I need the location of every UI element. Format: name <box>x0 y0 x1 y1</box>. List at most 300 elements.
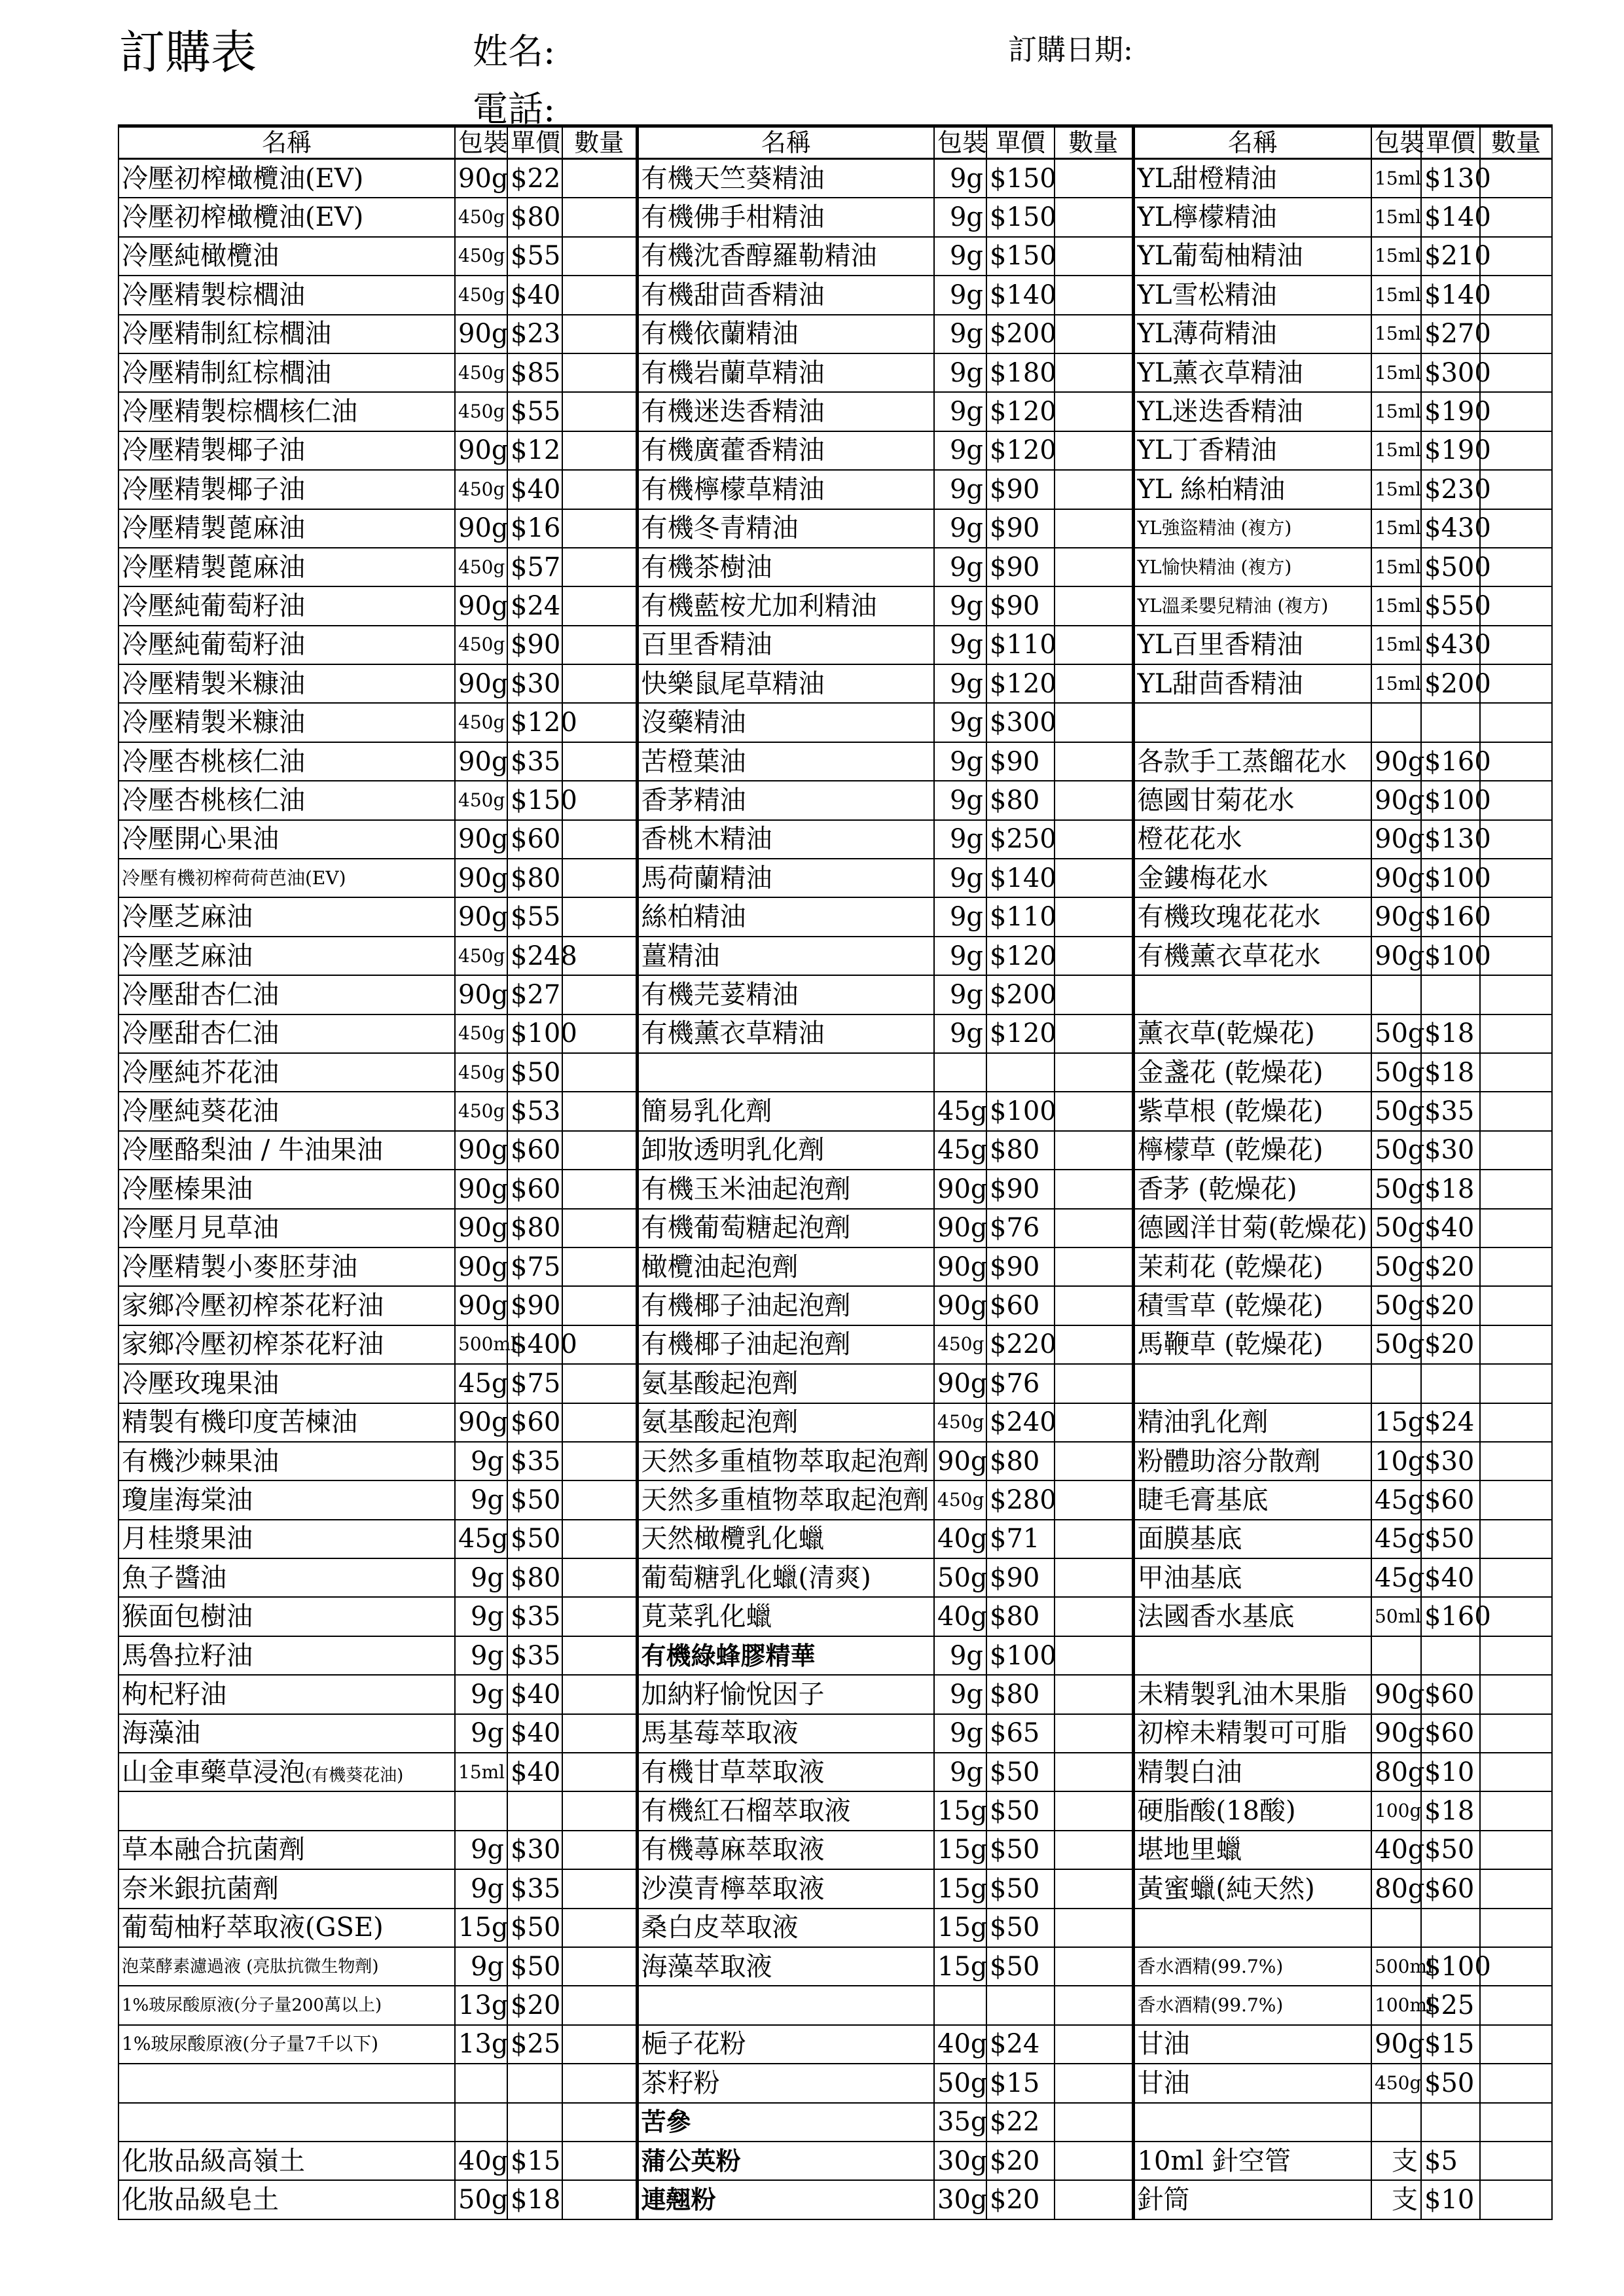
product-name-text: 橄欖油起泡劑 <box>641 1251 799 1282</box>
product-name-text: 有機檸檬草精油 <box>641 474 825 505</box>
product-pack: 90g <box>455 1247 507 1286</box>
quantity-cell[interactable] <box>1055 664 1133 703</box>
product-price: $12 <box>507 431 562 470</box>
product-price: $200 <box>1421 664 1480 703</box>
product-name <box>1133 2142 1371 2180</box>
product-pack: 30g <box>934 2180 986 2219</box>
product-name-text: 香水酒精(99.7%) <box>1137 1994 1284 2017</box>
quantity-cell[interactable] <box>1055 1092 1133 1130</box>
quantity-cell[interactable] <box>1055 1986 1133 2024</box>
col-header-qty: 數量 <box>562 126 637 159</box>
col-header-name: 名稱 <box>1133 126 1371 159</box>
quantity-cell[interactable] <box>562 1209 637 1247</box>
quantity-cell[interactable] <box>1055 392 1133 431</box>
quantity-cell[interactable] <box>562 2025 637 2064</box>
quantity-cell[interactable] <box>1480 975 1552 1014</box>
product-pack: 15ml <box>1371 626 1421 664</box>
quantity-cell[interactable] <box>562 1869 637 1908</box>
quantity-cell[interactable] <box>1055 1014 1133 1053</box>
product-name-text: 簡易乳化劑 <box>641 1096 772 1127</box>
product-name-text: 香桃木精油 <box>641 824 772 855</box>
product-name-text: 金盞花 (乾燥花) <box>1137 1057 1324 1088</box>
quantity-cell[interactable] <box>562 1442 637 1480</box>
quantity-cell[interactable] <box>1055 937 1133 975</box>
product-price: $22 <box>986 2103 1055 2142</box>
product-name-text: 連翹粉 <box>641 2185 716 2214</box>
quantity-cell[interactable] <box>1480 1636 1552 1675</box>
quantity-cell[interactable] <box>1055 781 1133 819</box>
table-row <box>118 470 1552 509</box>
col-header-qty: 數量 <box>1055 126 1133 159</box>
product-name <box>1133 1014 1371 1053</box>
quantity-cell[interactable] <box>562 2064 637 2102</box>
product-price: $50 <box>507 1480 562 1519</box>
quantity-cell[interactable] <box>562 1714 637 1753</box>
quantity-cell[interactable] <box>1055 1247 1133 1286</box>
product-pack: 90g <box>455 664 507 703</box>
quantity-cell[interactable] <box>1055 2142 1133 2180</box>
product-price: $71 <box>986 1520 1055 1558</box>
product-pack: 15g <box>934 1791 986 1830</box>
product-name <box>118 1442 455 1480</box>
product-price: $75 <box>507 1247 562 1286</box>
table-row <box>118 1947 1552 1986</box>
quantity-cell[interactable] <box>1480 2180 1552 2219</box>
quantity-cell[interactable] <box>562 1675 637 1713</box>
product-pack: 9g <box>934 937 986 975</box>
quantity-cell[interactable] <box>562 1520 637 1558</box>
quantity-cell[interactable] <box>562 509 637 548</box>
quantity-cell[interactable] <box>1055 1675 1133 1713</box>
product-price: $85 <box>507 353 562 392</box>
quantity-cell[interactable] <box>1480 1403 1552 1442</box>
quantity-cell[interactable] <box>562 1364 637 1403</box>
product-name-text: 有機廣藿香精油 <box>641 435 825 466</box>
quantity-cell[interactable] <box>562 1403 637 1442</box>
quantity-cell[interactable] <box>562 1558 637 1597</box>
quantity-cell[interactable] <box>562 742 637 781</box>
quantity-cell[interactable] <box>562 431 637 470</box>
quantity-cell[interactable] <box>562 664 637 703</box>
product-name <box>637 1947 934 1986</box>
product-name <box>1133 276 1371 314</box>
table-row <box>118 2064 1552 2102</box>
table-row <box>118 781 1552 819</box>
quantity-cell[interactable] <box>1480 1286 1552 1325</box>
quantity-cell[interactable] <box>1480 1791 1552 1830</box>
quantity-cell[interactable] <box>1055 1520 1133 1558</box>
product-price: $180 <box>986 353 1055 392</box>
product-pack: 90g <box>934 1364 986 1403</box>
quantity-cell[interactable] <box>562 2180 637 2219</box>
product-price: $120 <box>986 431 1055 470</box>
product-pack: 500ml <box>455 1325 507 1364</box>
product-name <box>637 1053 934 1092</box>
quantity-cell[interactable] <box>1480 1209 1552 1247</box>
product-name-text: 有機芫荽精油 <box>641 979 799 1010</box>
product-name <box>1133 975 1371 1014</box>
quantity-cell[interactable] <box>562 1053 637 1092</box>
product-name-text: 冷壓初榨橄欖油(EV) <box>122 163 364 194</box>
quantity-cell[interactable] <box>1055 1791 1133 1830</box>
quantity-cell[interactable] <box>1055 626 1133 664</box>
quantity-cell[interactable] <box>562 1286 637 1325</box>
quantity-cell[interactable] <box>1055 509 1133 548</box>
product-pack: 40g <box>934 1597 986 1636</box>
product-name-text: YL檸檬精油 <box>1137 202 1277 233</box>
quantity-cell[interactable] <box>562 1636 637 1675</box>
quantity-cell[interactable] <box>1055 1947 1133 1986</box>
quantity-cell[interactable] <box>1480 1909 1552 1947</box>
product-price: $120 <box>986 937 1055 975</box>
product-pack <box>1371 1636 1421 1675</box>
quantity-cell[interactable] <box>1480 1986 1552 2024</box>
product-pack: 9g <box>455 1558 507 1597</box>
product-name <box>118 315 455 353</box>
product-name-text: 馬荷蘭精油 <box>641 863 772 893</box>
product-pack: 450g <box>455 276 507 314</box>
quantity-cell[interactable] <box>562 1947 637 1986</box>
quantity-cell[interactable] <box>1055 2064 1133 2102</box>
product-name <box>1133 509 1371 548</box>
product-name-text: 家鄉冷壓初榨茶花籽油 <box>122 1291 384 1321</box>
product-name <box>118 509 455 548</box>
quantity-cell[interactable] <box>1480 1831 1552 1869</box>
product-name-text: 奈米銀抗菌劑 <box>122 1873 279 1904</box>
product-name <box>637 1442 934 1480</box>
product-name-text: 海藻萃取液 <box>641 1951 772 1982</box>
quantity-cell[interactable] <box>1055 431 1133 470</box>
table-row <box>118 1714 1552 1753</box>
quantity-cell[interactable] <box>1055 276 1133 314</box>
product-price <box>507 2103 562 2142</box>
quantity-cell[interactable] <box>1055 470 1133 509</box>
quantity-cell[interactable] <box>562 1597 637 1636</box>
table-row <box>118 315 1552 353</box>
quantity-cell[interactable] <box>1055 1636 1133 1675</box>
product-price: $100 <box>1421 937 1480 975</box>
quantity-cell[interactable] <box>562 159 637 198</box>
table-row <box>118 1092 1552 1130</box>
product-name <box>1133 1247 1371 1286</box>
quantity-cell[interactable] <box>1480 1558 1552 1597</box>
quantity-cell[interactable] <box>562 470 637 509</box>
product-pack <box>455 1791 507 1830</box>
product-name-text: 10ml 針空管 <box>1137 2145 1291 2176</box>
product-name <box>1133 1209 1371 1247</box>
product-name <box>118 1247 455 1286</box>
product-price: $140 <box>986 859 1055 897</box>
quantity-cell[interactable] <box>1055 1480 1133 1519</box>
product-price: $35 <box>507 1636 562 1675</box>
quantity-cell[interactable] <box>1055 897 1133 936</box>
product-name <box>1133 2064 1371 2102</box>
quantity-cell[interactable] <box>1055 703 1133 742</box>
quantity-cell[interactable] <box>1055 548 1133 586</box>
quantity-cell[interactable] <box>1480 1714 1552 1753</box>
product-pack: 450g <box>455 937 507 975</box>
product-name <box>118 1753 455 1791</box>
product-price: $35 <box>1421 1092 1480 1130</box>
quantity-cell[interactable] <box>562 1791 637 1830</box>
quantity-cell[interactable] <box>1055 1869 1133 1908</box>
product-price: $35 <box>507 742 562 781</box>
table-row <box>118 1209 1552 1247</box>
table-row <box>118 431 1552 470</box>
product-name-text: 香水酒精(99.7%) <box>1137 1955 1284 1977</box>
product-name <box>637 2103 934 2142</box>
quantity-cell[interactable] <box>1055 1325 1133 1364</box>
table-row <box>118 1403 1552 1442</box>
product-pack: 50g <box>1371 1131 1421 1170</box>
product-pack: 9g <box>934 237 986 276</box>
product-name-text: 冷壓純葡萄籽油 <box>122 590 305 621</box>
quantity-cell[interactable] <box>1055 1909 1133 1947</box>
table-row <box>118 1675 1552 1713</box>
product-name <box>1133 1791 1371 1830</box>
product-name <box>118 353 455 392</box>
product-price: $30 <box>1421 1442 1480 1480</box>
product-pack: 9g <box>934 742 986 781</box>
quantity-cell[interactable] <box>562 198 637 236</box>
product-name <box>637 1480 934 1519</box>
quantity-cell[interactable] <box>1480 2103 1552 2142</box>
quantity-cell[interactable] <box>562 626 637 664</box>
quantity-cell[interactable] <box>1480 1480 1552 1519</box>
quantity-cell[interactable] <box>1480 2025 1552 2064</box>
product-name-text: 有機甜茴香精油 <box>641 279 825 310</box>
quantity-cell[interactable] <box>1480 1753 1552 1791</box>
product-price: $15 <box>1421 2025 1480 2064</box>
quantity-cell[interactable] <box>1055 2180 1133 2219</box>
quantity-cell[interactable] <box>562 859 637 897</box>
quantity-cell[interactable] <box>1055 1831 1133 1869</box>
quantity-cell[interactable] <box>562 1480 637 1519</box>
product-name-text: 冷壓精製米糠油 <box>122 668 305 699</box>
product-price: $210 <box>1421 237 1480 276</box>
product-pack: 9g <box>455 1597 507 1636</box>
product-name <box>637 1753 934 1791</box>
table-row <box>118 664 1552 703</box>
product-name <box>637 1364 934 1403</box>
product-pack: 90g <box>455 897 507 936</box>
quantity-cell[interactable] <box>562 237 637 276</box>
product-name-text: 天然多重植物萃取起泡劑 <box>641 1484 929 1515</box>
product-name-text: 冷壓精製椰子油 <box>122 474 305 505</box>
quantity-cell[interactable] <box>1055 2025 1133 2064</box>
quantity-cell[interactable] <box>1055 1170 1133 1208</box>
product-name <box>118 1714 455 1753</box>
quantity-cell[interactable] <box>1055 820 1133 859</box>
product-pack: 50ml <box>1371 1597 1421 1636</box>
product-price: $248 <box>507 937 562 975</box>
quantity-cell[interactable] <box>562 1247 637 1286</box>
product-price: $20 <box>507 1986 562 2024</box>
quantity-cell[interactable] <box>1480 1014 1552 1053</box>
quantity-cell[interactable] <box>1480 1247 1552 1286</box>
product-name <box>118 159 455 198</box>
quantity-cell[interactable] <box>1480 703 1552 742</box>
table-row <box>118 975 1552 1014</box>
quantity-cell[interactable] <box>1480 1364 1552 1403</box>
product-name <box>118 2180 455 2219</box>
quantity-cell[interactable] <box>562 392 637 431</box>
quantity-cell[interactable] <box>1480 2064 1552 2102</box>
quantity-cell[interactable] <box>562 2142 637 2180</box>
quantity-cell[interactable] <box>1055 1403 1133 1442</box>
product-pack: 90g <box>455 1286 507 1325</box>
product-price: $50 <box>986 1753 1055 1791</box>
quantity-cell[interactable] <box>1055 859 1133 897</box>
quantity-cell[interactable] <box>1055 742 1133 781</box>
quantity-cell[interactable] <box>1055 975 1133 1014</box>
product-name-text: 化妝品級皂土 <box>122 2185 279 2215</box>
quantity-cell[interactable] <box>562 1131 637 1170</box>
quantity-cell[interactable] <box>1055 1442 1133 1480</box>
product-name <box>118 937 455 975</box>
product-price: $10 <box>1421 1753 1480 1791</box>
product-price: $300 <box>1421 353 1480 392</box>
quantity-cell[interactable] <box>1055 1209 1133 1247</box>
product-name-text: 冷壓純芥花油 <box>122 1057 279 1088</box>
quantity-cell[interactable] <box>562 975 637 1014</box>
quantity-cell[interactable] <box>1055 1558 1133 1597</box>
product-name <box>1133 781 1371 819</box>
quantity-cell[interactable] <box>1055 1753 1133 1791</box>
order-table <box>118 124 1553 2220</box>
product-pack: 90g <box>455 1131 507 1170</box>
quantity-cell[interactable] <box>1480 1869 1552 1908</box>
product-name-text: 有機蕁麻萃取液 <box>641 1835 825 1865</box>
quantity-cell[interactable] <box>1480 1520 1552 1558</box>
product-price: $60 <box>507 1170 562 1208</box>
quantity-cell[interactable] <box>1055 159 1133 198</box>
quantity-cell[interactable] <box>1055 586 1133 625</box>
product-pack: 15ml <box>1371 509 1421 548</box>
product-name-text: YL溫柔嬰兒精油 (複方) <box>1137 594 1329 617</box>
product-pack: 15ml <box>1371 431 1421 470</box>
product-name <box>118 1014 455 1053</box>
product-pack: 9g <box>934 353 986 392</box>
product-name-text: 法國香水基底 <box>1137 1602 1295 1632</box>
quantity-cell[interactable] <box>1055 1286 1133 1325</box>
quantity-cell[interactable] <box>1480 1325 1552 1364</box>
product-pack: 9g <box>934 276 986 314</box>
quantity-cell[interactable] <box>562 820 637 859</box>
product-name <box>1133 1520 1371 1558</box>
product-name-text: 積雪草 (乾燥花) <box>1137 1291 1324 1321</box>
product-price: $150 <box>986 159 1055 198</box>
product-price: $50 <box>507 1947 562 1986</box>
quantity-cell[interactable] <box>1055 2103 1133 2142</box>
product-name-text: 硬脂酸(18酸) <box>1137 1796 1296 1827</box>
quantity-cell[interactable] <box>562 1909 637 1947</box>
product-price: $22 <box>507 159 562 198</box>
product-name-text: 苦參 <box>641 2108 691 2137</box>
product-name-text: 化妝品級高嶺土 <box>122 2145 305 2176</box>
quantity-cell[interactable] <box>1055 198 1133 236</box>
quantity-cell[interactable] <box>562 1753 637 1791</box>
table-row <box>118 548 1552 586</box>
table-row <box>118 1131 1552 1170</box>
product-price: $80 <box>507 198 562 236</box>
product-pack: 9g <box>934 1753 986 1791</box>
col-header-pack: 包裝 <box>1371 126 1421 159</box>
quantity-cell[interactable] <box>1480 1092 1552 1130</box>
quantity-cell[interactable] <box>562 2103 637 2142</box>
quantity-cell[interactable] <box>1480 1442 1552 1480</box>
quantity-cell[interactable] <box>1480 1170 1552 1208</box>
product-name-text: 有機茶樹油 <box>641 552 772 583</box>
quantity-cell[interactable] <box>562 548 637 586</box>
product-name <box>1133 1403 1371 1442</box>
product-name-text: 魚子醬油 <box>122 1562 226 1593</box>
product-price: $76 <box>986 1364 1055 1403</box>
product-name-text: 天然橄欖乳化蠟 <box>641 1524 825 1554</box>
quantity-cell[interactable] <box>1055 1714 1133 1753</box>
quantity-cell[interactable] <box>562 1831 637 1869</box>
quantity-cell[interactable] <box>1055 1053 1133 1092</box>
quantity-cell[interactable] <box>1055 1131 1133 1170</box>
table-row <box>118 1364 1552 1403</box>
product-pack: 15ml <box>1371 159 1421 198</box>
quantity-cell[interactable] <box>1480 2142 1552 2180</box>
quantity-cell[interactable] <box>1480 1131 1552 1170</box>
product-price: $160 <box>1421 742 1480 781</box>
table-row <box>118 2103 1552 2142</box>
product-name-text: 茉莉花 (乾燥花) <box>1137 1251 1324 1282</box>
quantity-cell[interactable] <box>562 1986 637 2024</box>
product-name <box>118 1986 455 2024</box>
product-name <box>1133 237 1371 276</box>
product-name <box>118 548 455 586</box>
quantity-cell[interactable] <box>562 353 637 392</box>
product-pack: 90g <box>455 859 507 897</box>
product-name <box>637 1403 934 1442</box>
product-pack: 9g <box>934 703 986 742</box>
product-price: $20 <box>1421 1247 1480 1286</box>
product-price: $160 <box>1421 897 1480 936</box>
quantity-cell[interactable] <box>562 1170 637 1208</box>
product-price: $430 <box>1421 626 1480 664</box>
product-name <box>637 1558 934 1597</box>
product-pack: 50g <box>1371 1325 1421 1364</box>
product-name <box>1133 937 1371 975</box>
quantity-cell[interactable] <box>562 315 637 353</box>
product-pack: 40g <box>934 1520 986 1558</box>
product-name <box>118 897 455 936</box>
table-row <box>118 586 1552 625</box>
product-name-text: 冷壓甜杏仁油 <box>122 1018 279 1049</box>
quantity-cell[interactable] <box>1055 237 1133 276</box>
product-name-text: 冷壓開心果油 <box>122 824 279 855</box>
product-name-text: 冷壓杏桃核仁油 <box>122 785 305 816</box>
quantity-cell[interactable] <box>562 276 637 314</box>
quantity-cell[interactable] <box>1055 1597 1133 1636</box>
quantity-cell[interactable] <box>1055 315 1133 353</box>
quantity-cell[interactable] <box>1055 353 1133 392</box>
quantity-cell[interactable] <box>562 1092 637 1130</box>
quantity-cell[interactable] <box>1055 1364 1133 1403</box>
quantity-cell[interactable] <box>1480 1675 1552 1713</box>
product-name <box>1133 1947 1371 1986</box>
product-price <box>507 2064 562 2102</box>
quantity-cell[interactable] <box>562 897 637 936</box>
name-field-label: 姓名: <box>473 31 556 72</box>
product-pack: 90g <box>455 1170 507 1208</box>
quantity-cell[interactable] <box>1480 1053 1552 1092</box>
quantity-cell[interactable] <box>562 586 637 625</box>
